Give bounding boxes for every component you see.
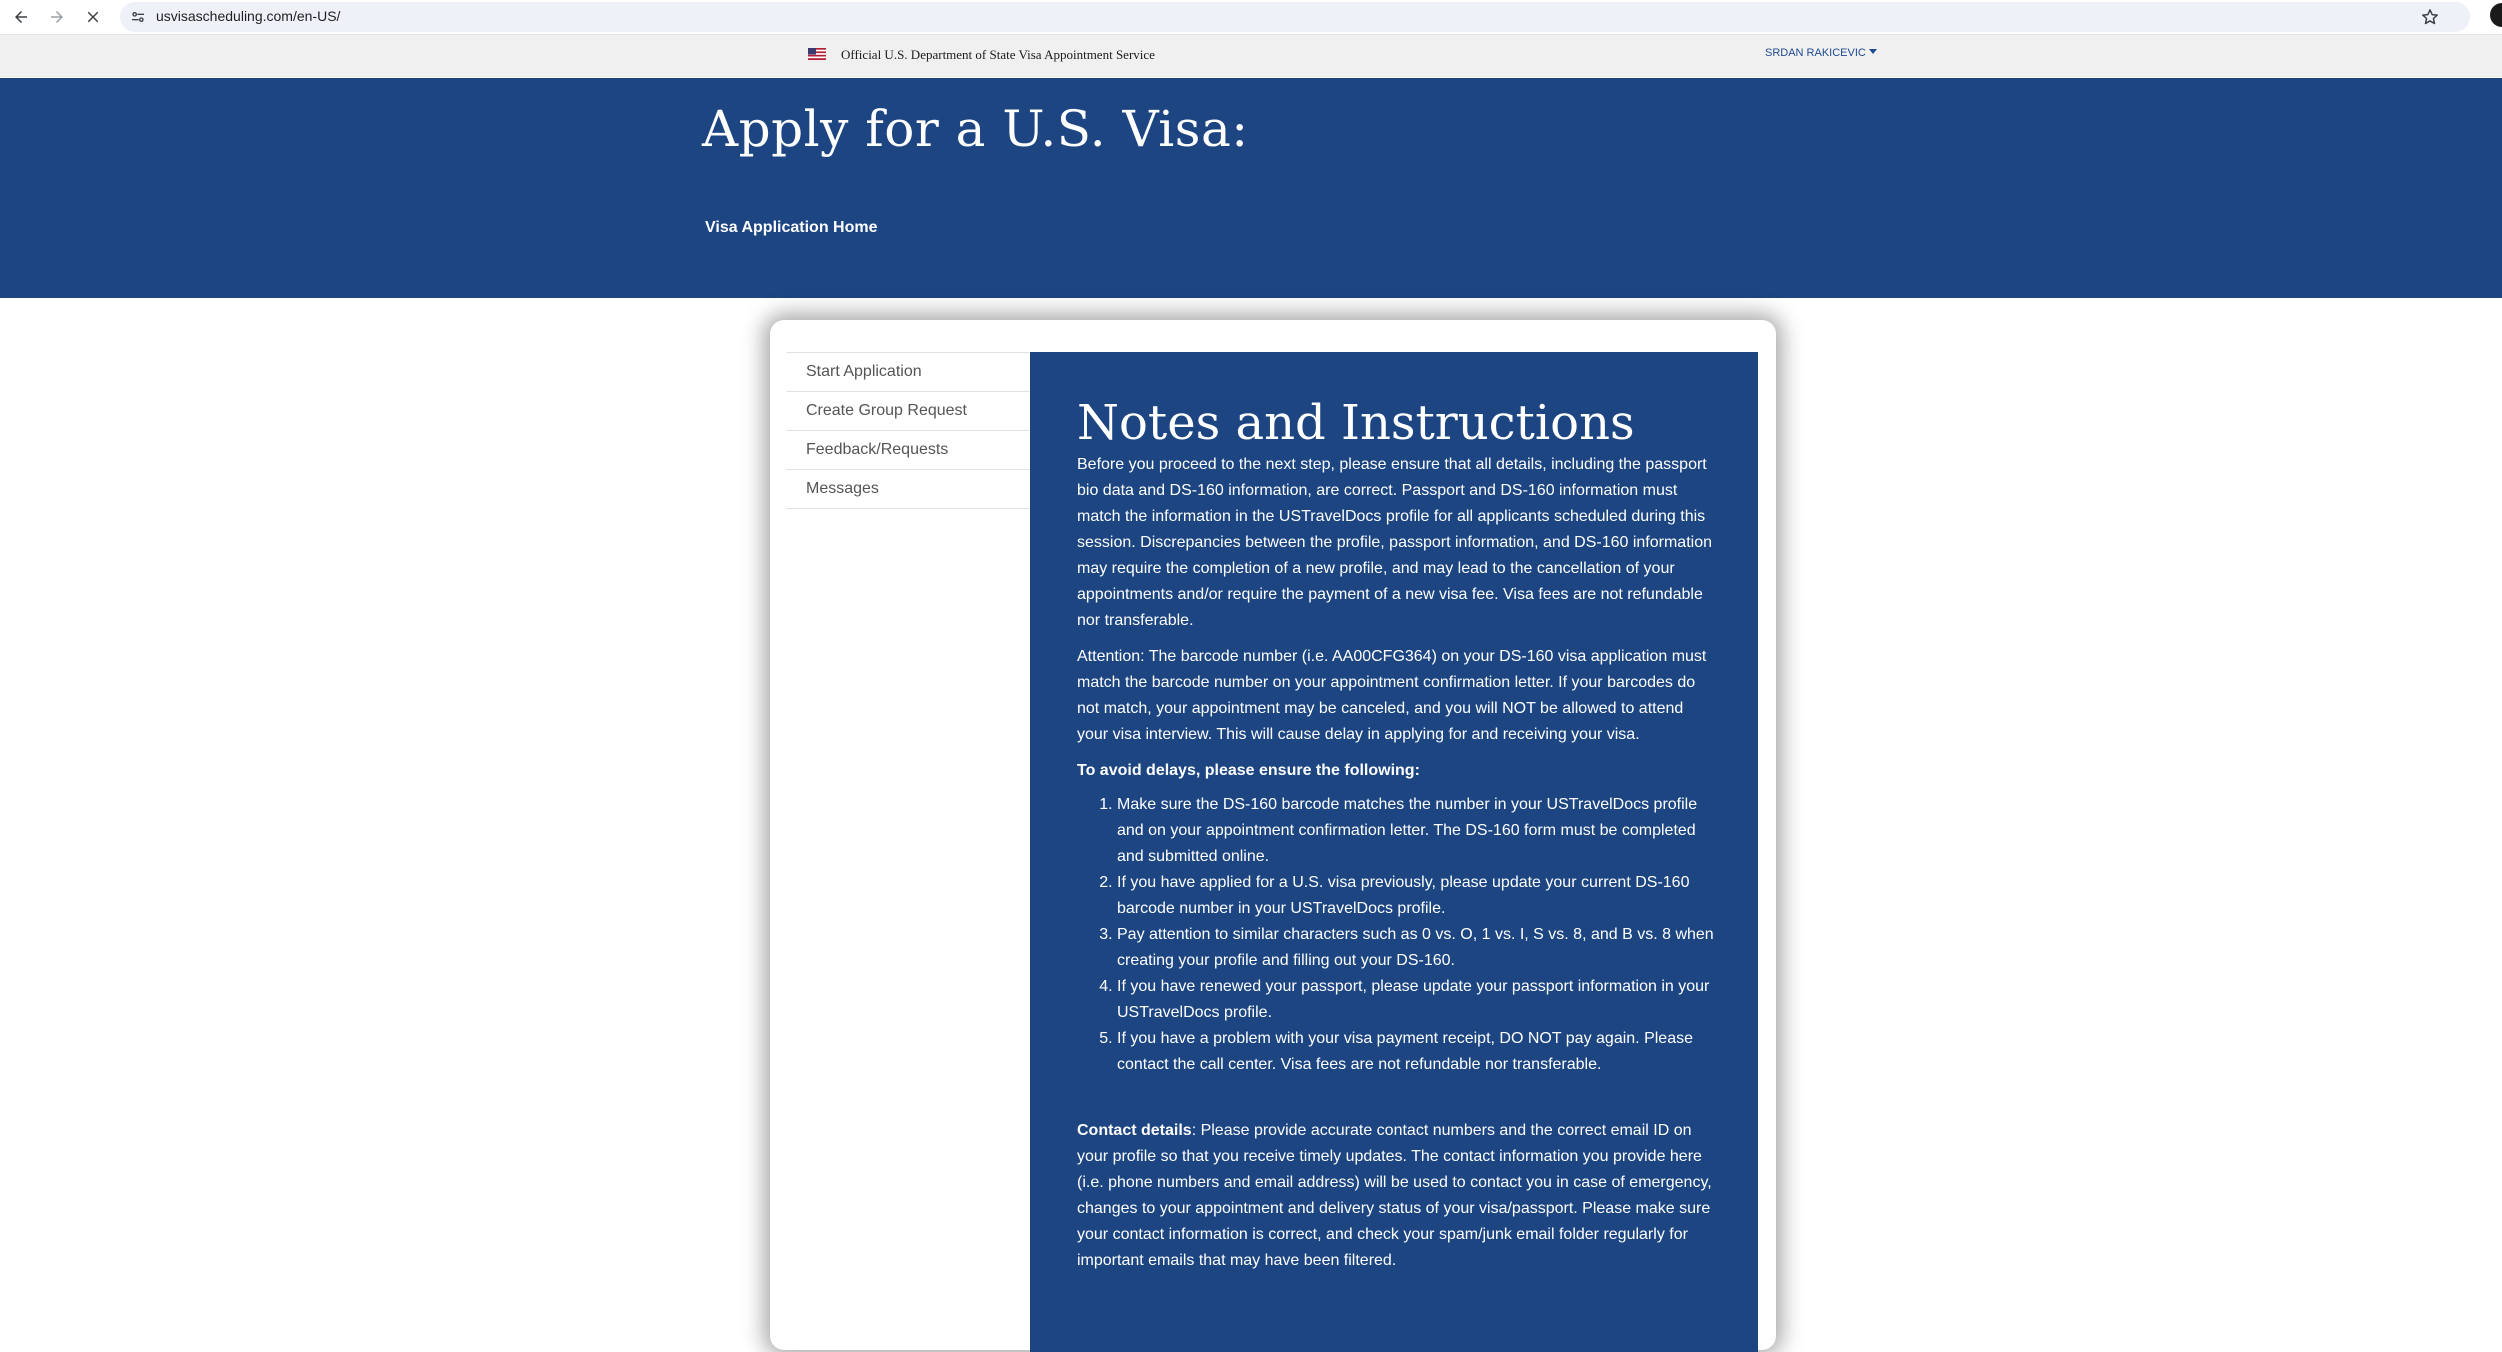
sidebar-item-feedback-requests[interactable]: Feedback/Requests <box>786 430 1031 469</box>
attention-paragraph: Attention: The barcode number (i.e. AA00CFG364) on your DS-160 visa application must match the barcode number on your appointment confirmation letter. If your barcodes do not match, your appointment may be canceled, and you will NOT be allowed to attend your visa interview. This will cause delay in applying for and receiving your visa. <box>1077 648 1707 743</box>
sidebar-item-create-group-request[interactable]: Create Group Request <box>786 391 1031 430</box>
notes-content <box>1077 394 1717 1284</box>
sidebar-item-start-application[interactable]: Start Application <box>786 352 1031 391</box>
list-item: 3. Pay attention to similar characters such as 0 vs. O, 1 vs. I, S vs. 8, and B vs. 8 when creating your profile and filling out your DS-160. <box>1117 922 1717 974</box>
contact-paragraph <box>1077 1118 1717 1274</box>
official-banner <box>0 35 2502 77</box>
main-card <box>770 320 1776 1350</box>
contact-text: : Please provide accurate contact numbers and the correct email ID on your profile so that you receive timely updates. The contact information you provide here (i.e. phone numbers and email address) will be used to contact you in case of emergency, changes to your appointment and delivery status of your visa/passport. Please make sure your contact information is correct, and check your spam/junk email folder regularly for important emails that may have been filtered. <box>1077 1122 1712 1269</box>
us-flag-icon <box>808 48 826 60</box>
visa-application-home-link[interactable]: Visa Application Home <box>705 219 878 236</box>
user-menu-dropdown[interactable] <box>1765 47 1877 59</box>
list-item: 5. If you have a problem with your visa payment receipt, DO NOT pay again. Please contact the call center. Visa fees are not refundable nor transferable. <box>1117 1026 1717 1078</box>
browser-toolbar <box>0 0 2502 35</box>
sidebar-nav <box>786 352 1031 509</box>
notes-panel <box>1030 352 1758 1352</box>
page-title: Apply for a U.S. Visa: <box>702 100 1249 158</box>
back-button[interactable] <box>8 4 34 30</box>
notes-title: Notes and Instructions <box>1077 395 1635 451</box>
browser-profile-avatar[interactable] <box>2490 3 2502 27</box>
intro-paragraph: Before you proceed to the next step, please ensure that all details, including the passport bio data and DS-160 information, are correct. Passport and DS-160 information must match the information in the USTravelDocs profile for all applicants scheduled during this session. Discrepancies between the profile, passport information, and DS-160 information may require the completion of a new profile, and may lead to the cancellation of your appointments and/or require the payment of a new visa fee. Visa fees are not refundable nor transferable. <box>1077 456 1712 629</box>
caret-down-icon <box>1869 49 1877 54</box>
forward-button[interactable] <box>44 4 70 30</box>
arrow-right-icon <box>48 8 66 26</box>
delays-heading: To avoid delays, please ensure the following: <box>1077 762 1420 779</box>
list-item: 4. If you have renewed your passport, please update your passport information in your USTravelDocs profile. <box>1117 974 1717 1026</box>
bookmark-star-icon[interactable] <box>2420 7 2440 27</box>
close-icon <box>84 8 102 26</box>
delays-list <box>1077 792 1717 1078</box>
arrow-left-icon <box>12 8 30 26</box>
site-settings-icon[interactable] <box>130 9 146 25</box>
url-text[interactable]: usvisascheduling.com/en-US/ <box>156 8 341 24</box>
list-item: 1. Make sure the DS-160 barcode matches the number in your USTravelDocs profile and on your appointment confirmation letter. The DS-160 form must be completed and submitted online. <box>1117 792 1717 870</box>
address-bar[interactable] <box>120 2 2470 32</box>
stop-loading-button[interactable] <box>80 4 106 30</box>
user-name: SRDAN RAKICEVIC <box>1765 47 1866 59</box>
hero-banner <box>0 78 2502 298</box>
contact-label: Contact details <box>1077 1122 1192 1139</box>
sidebar-item-messages[interactable]: Messages <box>786 469 1031 509</box>
official-service-text: Official U.S. Department of State Visa Appointment Service <box>841 47 1155 62</box>
list-item: 2. If you have applied for a U.S. visa previously, please update your current DS-160 barcode number in your USTravelDocs profile. <box>1117 870 1717 922</box>
